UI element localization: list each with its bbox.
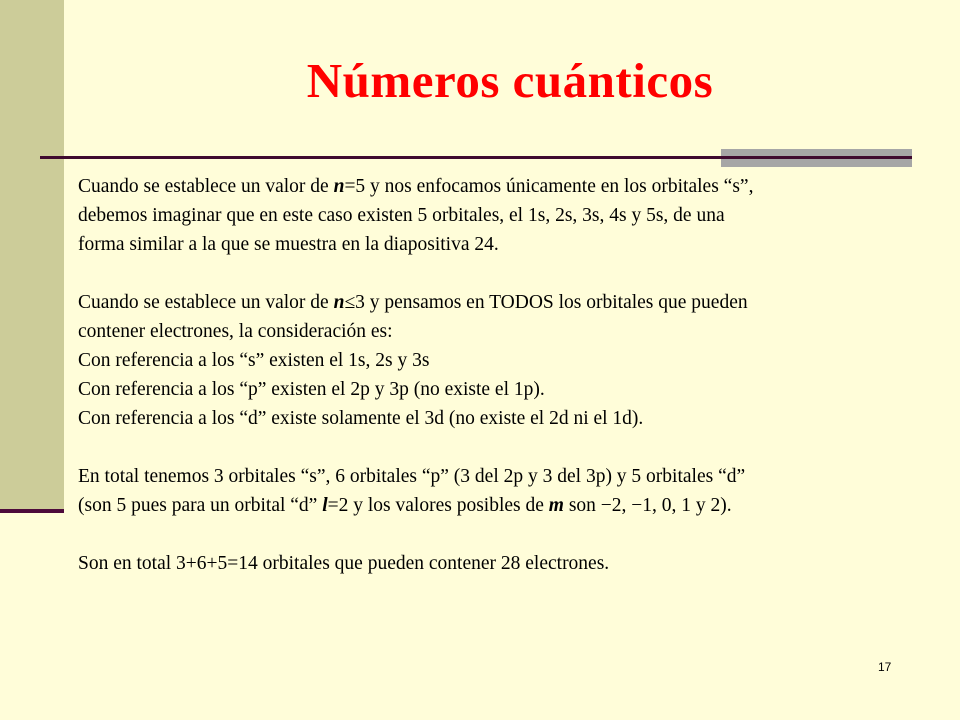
paragraph-1-line-1 [78,172,928,201]
variable-l: l [322,495,328,516]
paragraph-2 [78,288,928,433]
side-bar-underline [0,509,64,513]
text-fragment: ≤3 y pensamos en TODOS los orbitales que pueden [344,292,748,313]
title-divider-accent-line [721,156,912,159]
paragraph-2-line-5: Con referencia a los “d” existe solamente el 3d (no existe el 2d ni el 1d). [78,408,644,429]
text-fragment: Cuando se establece un valor de [78,176,334,197]
paragraph-1 [78,172,928,259]
paragraph-1-line-2: debemos imaginar que en este caso existen 5 orbitales, el 1s, 2s, 3s, 4s y 5s, de una [78,205,725,226]
paragraph-3-line-1: En total tenemos 3 orbitales “s”, 6 orbitales “p” (3 del 2p y 3 del 3p) y 5 orbitales “d” [78,466,746,487]
text-fragment: (son 5 pues para un orbital “d” [78,495,323,516]
text-fragment: =2 y los valores posibles de [327,495,549,516]
paragraph-2-line-4: Con referencia a los “p” existen el 2p y 3p (no existe el 1p). [78,379,545,400]
paragraph-1-line-3: forma similar a la que se muestra en la diapositiva 24. [78,234,499,255]
page-number: 17 [878,660,892,674]
text-fragment: Cuando se establece un valor de [78,292,334,313]
paragraph-2-line-2: contener electrones, la consideración es: [78,321,393,342]
text-fragment: =5 y nos enfocamos únicamente en los orbitales “s”, [344,176,754,197]
slide-body [78,172,928,607]
text-fragment: son −2, −1, 0, 1 y 2). [563,495,732,516]
paragraph-4-line-1: Son en total 3+6+5=14 orbitales que pueden contener 28 electrones. [78,553,610,574]
variable-n: n [333,292,345,313]
paragraph-2-line-3: Con referencia a los “s” existen el 1s, 2s y 3s [78,350,430,371]
variable-n: n [333,176,345,197]
paragraph-3 [78,462,928,520]
paragraph-2-line-1 [78,288,928,317]
slide-title: Números cuánticos [306,53,714,108]
paragraph-3-line-2 [78,491,928,520]
variable-m: m [548,495,564,516]
paragraph-4 [78,549,928,578]
